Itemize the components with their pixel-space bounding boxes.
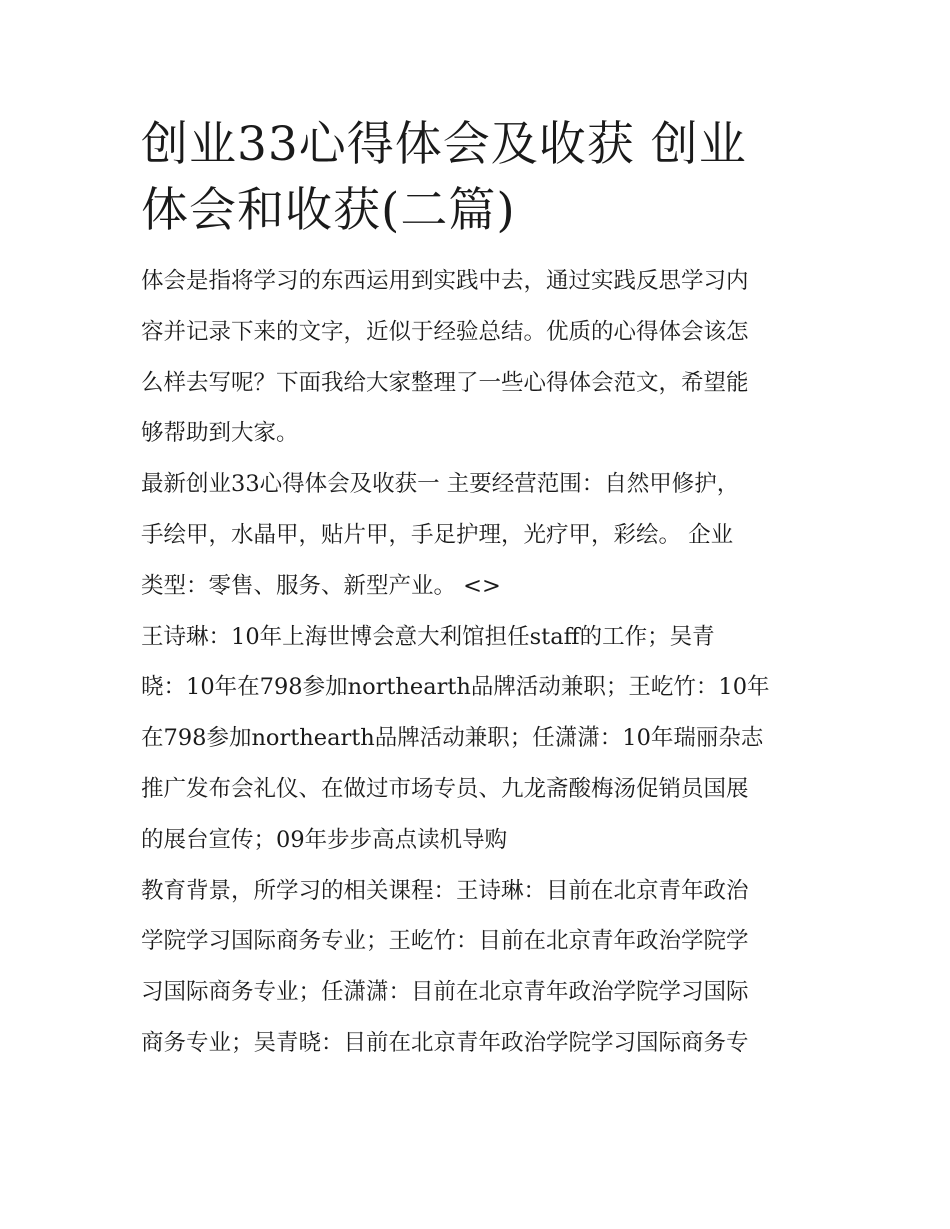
text-line: 么样去写呢？下面我给大家整理了一些心得体会范文，希望能 [141,369,749,396]
text-line: 学院学习国际商务专业；王屹竹：目前在北京青年政治学院学 [141,928,749,955]
text-line: 体会是指将学习的东西运用到实践中去，通过实践反思学习内 [141,268,749,294]
education-paragraph [141,866,813,1069]
text-line: 最新创业33心得体会及收获一 主要经营范围：自然甲修护， [141,471,740,498]
text-line: 手绘甲，水晶甲，贴片甲，手足护理，光疗甲，彩绘。 企业 [141,521,734,548]
text-line: 够帮助到大家。 [141,420,299,447]
intro-paragraph [141,256,813,459]
title-line: 创业33心得体会及收获 创业 [141,117,747,172]
experience-paragraph [141,612,813,866]
text-line: 在798参加northearth品牌活动兼职；任潇潇：10年瑞丽杂志 [141,725,764,752]
text-line: 类型：零售、服务、新型产业。 <> [141,572,501,599]
text-line: 王诗琳：10年上海世博会意大利馆担任staff的工作；吴青 [141,623,715,650]
document-title [141,112,813,244]
text-line: 晓：10年在798参加northearth品牌活动兼职；王屹竹：10年 [141,674,770,701]
text-line: 的展台宣传；09年步步高点读机导购 [141,826,508,853]
text-line: 商务专业；吴青晓：目前在北京青年政治学院学习国际商务专 [141,1029,749,1056]
text-line: 容并记录下来的文字，近似于经验总结。优质的心得体会该怎 [141,318,749,345]
title-line: 体会和收获(二篇) [141,183,516,238]
document-page [141,112,813,1069]
text-line: 教育背景，所学习的相关课程：王诗琳：目前在北京青年政治 [141,877,749,904]
text-line: 推广发布会礼仪、在做过市场专员、九龙斋酸梅汤促销员国展 [141,775,749,802]
text-line: 习国际商务专业；任潇潇：目前在北京青年政治学院学习国际 [141,979,749,1006]
business-scope-paragraph [141,459,813,611]
